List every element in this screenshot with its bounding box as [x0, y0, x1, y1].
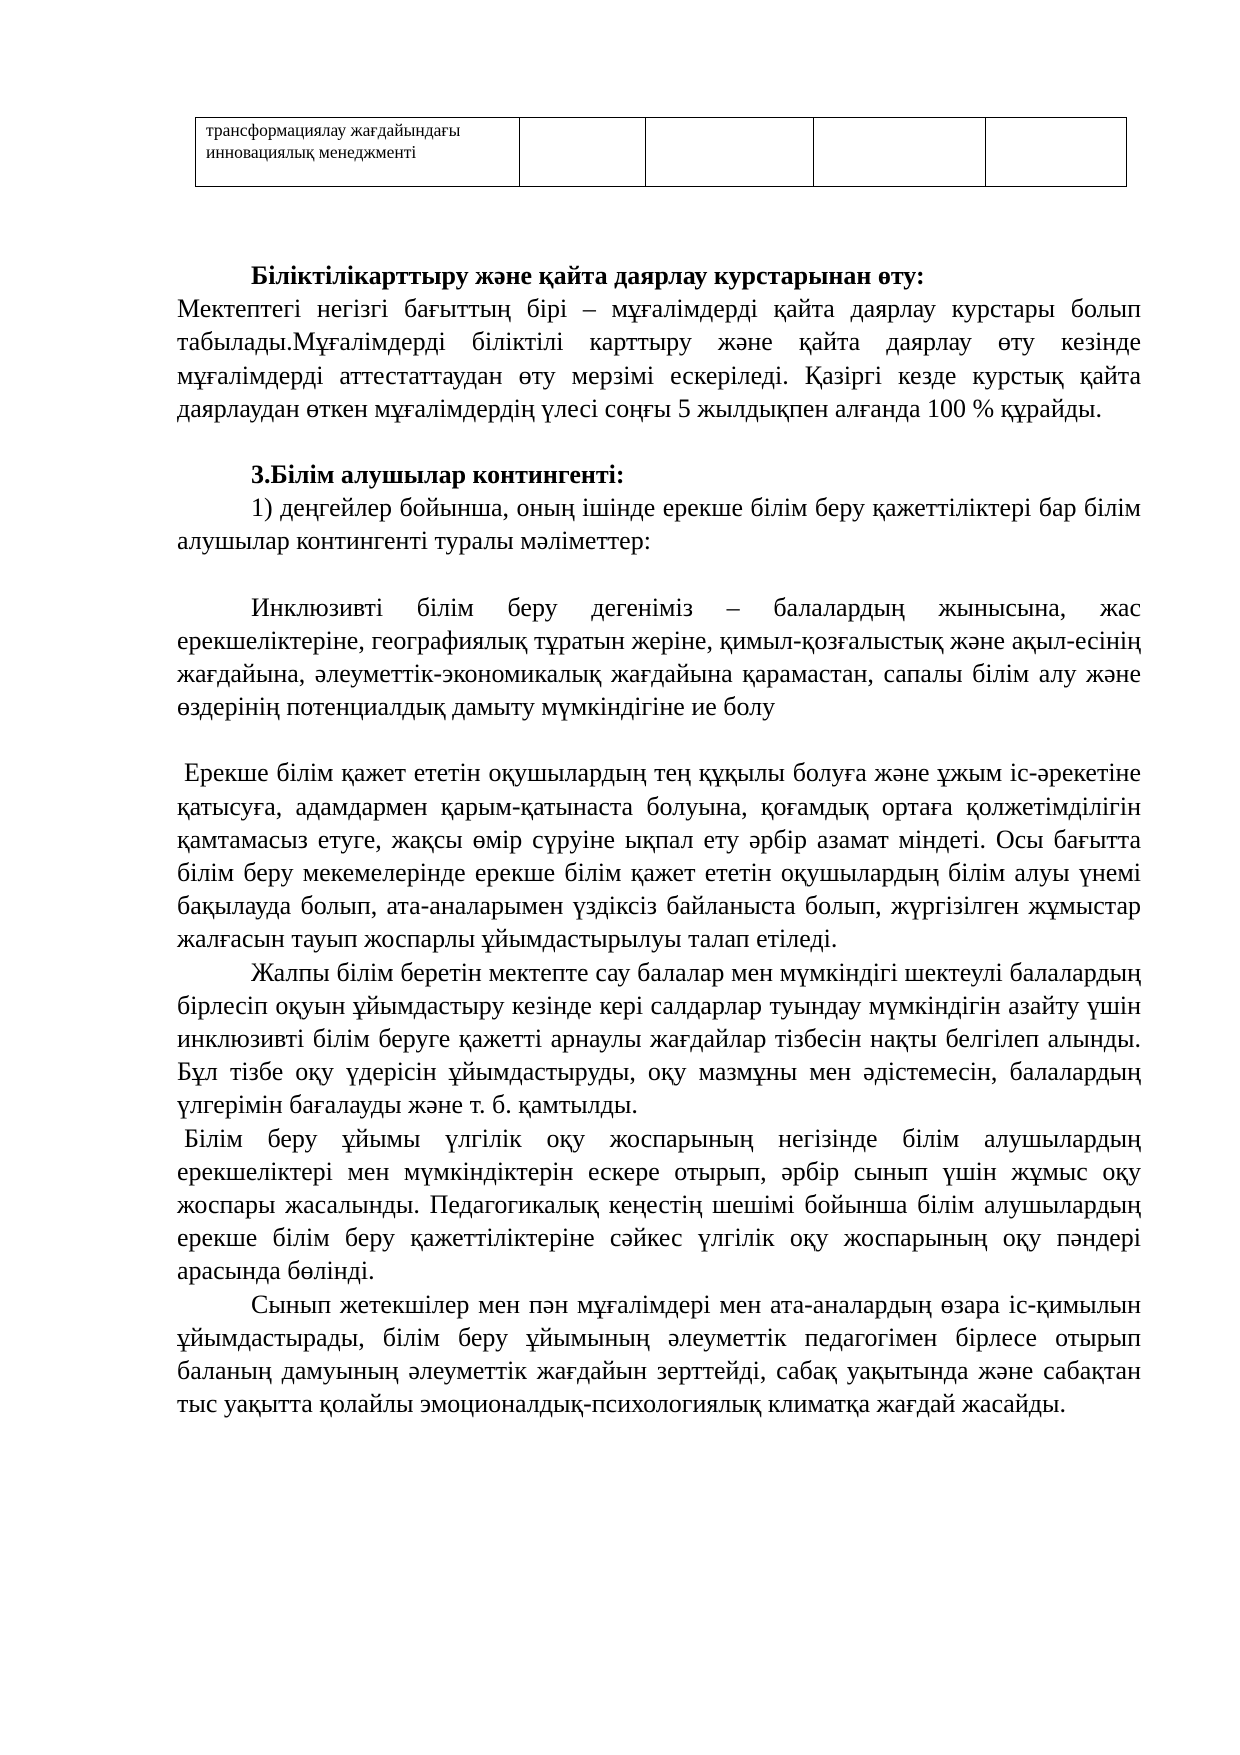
courses-heading: Біліктілікарттыру және қайта даярлау курстарынан өту: [251, 261, 925, 290]
table-cell [986, 118, 1127, 187]
table-cell [646, 118, 814, 187]
table-cell [520, 118, 646, 187]
inclusive-definition-paragraph: Инклюзивті білім беру дегеніміз – балалардың жынысына, жас ерекшеліктеріне, географиялық тұратын жеріне, қимыл-қозғалыстық және ақыл-есінің жағдайына, әлеуметтік-экономикалық жағдайына қарамастан, сапалы білім алу және өздерінің потенциалдық дамыту мүмкіндігіне ие болу [177, 592, 1141, 722]
spacer [177, 558, 1141, 591]
class-teachers-paragraph: Сынып жетекшілер мен пән мұғалімдері мен ата-аналардың өзара іс-қимылын ұйымдастырады, білім беру ұйымының әлеуметтік педагогімен бірлесе отырып баланың дамуының әлеуметтік жағдайын зерттейді, сабақ уақытында және сабақтан тыс уақытта қолайлы эмоционалдық-психологиялық климатқа жағдай жасайды. [177, 1289, 1141, 1419]
spacer [177, 425, 1141, 458]
table-cell-course-name: трансформациялау жағдайындағы инновациялық менеджменті [196, 118, 520, 187]
general-school-paragraph: Жалпы білім беретін мектепте сау балалар мен мүмкіндігі шектеулі балалардың бірлесіп оқуын ұйымдастыру кезінде кері салдарлар туындау мүмкіндігін азайту үшін инклюзивті білім беруге қажетті арнаулы жағдайлар тізбесін нақты белгілеп алынды. Бұл тізбе оқу үдерісін ұйымдастыруды, оқу мазмұны мен әдістемесін, балалардың үлгерімін бағалауды және т. б. қамтылды. [177, 957, 1141, 1120]
special-needs-paragraph: Ерекше білім қажет ететін оқушылардың тең құқылы болуға және ұжым іс-әрекетіне қатысуға, адамдармен қарым-қатынаста болуына, қоғамдық ортаға қолжетімділігін қамтамасыз етуге, жақсы өмір сүруіне ықпал ету әрбір азамат міндеті. Осы бағытта білім беру мекемелерінде ерекше білім қажет ететін оқушылардың білім алуы үнемі бақылауда болып, ата-аналарымен үздіксіз байланыста болып, жүргізілген жұмыстар жалғасын тауып жоспарлы ұйымдастырылуы талап етіледі. [177, 758, 1141, 954]
courses-table [195, 117, 1127, 187]
curriculum-paragraph: Білім беру ұйымы үлгілік оқу жоспарының негізінде білім алушылардың ерекшеліктері мен мүмкіндіктерін ескере отырып, әрбір сынып үшін жұмыс оқу жоспары жасалынды. Педагогикалық кеңестің шешімі бойынша білім алушылардың ерекше білім беру қажеттіліктеріне сәйкес үлгілік оқу жоспарының оқу пәндері арасында бөлінді. [177, 1123, 1141, 1286]
contingent-heading: 3.Білім алушылар контингенті: [251, 460, 625, 490]
spacer [177, 723, 1141, 756]
table-row [196, 118, 1127, 187]
courses-paragraph: Мектептегі негізгі бағыттың бірі – мұғалімдерді қайта даярлау курстары болып табылады.Мұғалімдерді біліктілі карттыру және қайта даярлау өту кезінде мұғалімдерді аттестаттаудан өту мерзімі ескеріледі. Қазіргі кезде курстық қайта даярлаудан өткен мұғалімдердің үлесі соңғы 5 жылдықпен алғанда 100 % құрайды. [177, 294, 1141, 423]
table-cell [814, 118, 986, 187]
contingent-intro: 1) деңгейлер бойынша, оның ішінде ерекше білім беру қажеттіліктері бар білім алушылар контингенті туралы мәліметтер: [177, 493, 1141, 556]
document-body [177, 259, 1141, 1421]
